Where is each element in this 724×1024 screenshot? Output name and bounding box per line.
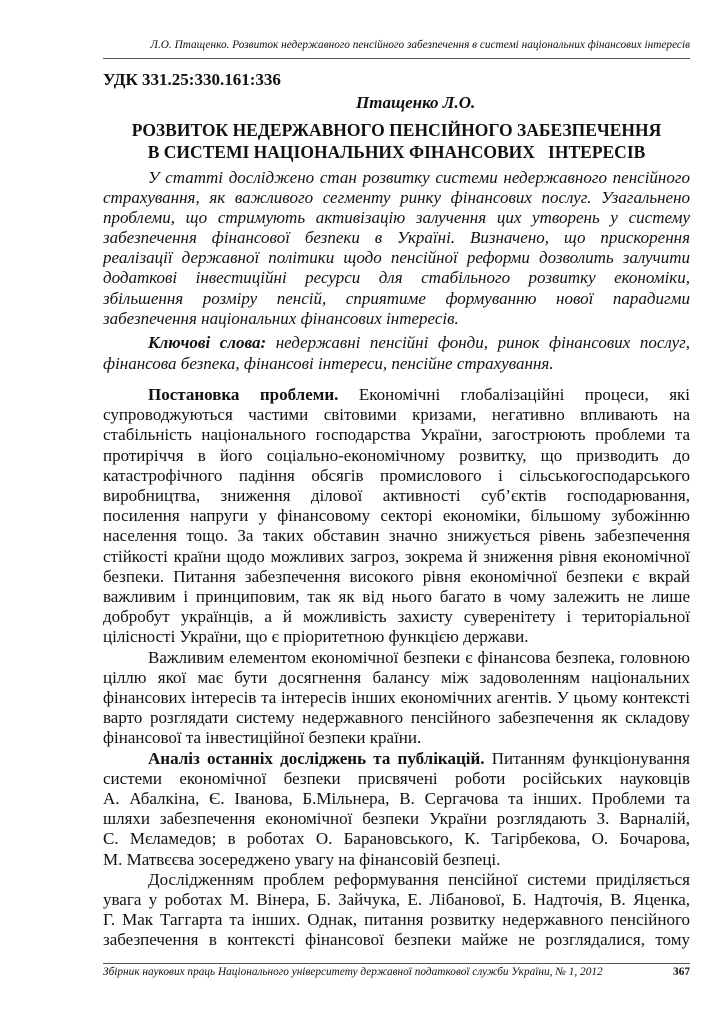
abstract-line: У статті досліджено стан розвитку системи недержавного пенсійного [148, 168, 690, 187]
keywords-label: Ключові слова: [148, 333, 267, 352]
body-line: стабільність національного господарства України, загострюють проблеми та [103, 425, 690, 445]
running-header: Л.О. Птащенко. Розвиток недержавного пенсійного забезпечення в системі національних фінансових інтересів [150, 39, 690, 51]
abstract-line: страхування, як важливого сегменту ринку фінансових послуг. Узагальнено [103, 188, 690, 208]
body-line: безпеки. Питання забезпечення високого рівня економічної безпеки є вкрай [103, 566, 690, 586]
header-rule [103, 58, 690, 59]
body-line: Аналіз останніх досліджень та публікацій. Питанням функціонування [148, 748, 690, 768]
body-line: М. Матвєєва зосереджено увагу на фінансовій безпеці. [103, 849, 501, 869]
body-line: Дослідженням проблем реформування пенсійної системи приділяється [148, 869, 690, 889]
abstract-line: реалізації державної політики щодо пенсійної реформи дозволить залучити [103, 248, 690, 268]
paragraph [103, 648, 690, 749]
body-line: супроводжуються частими світовими кризами, негативно впливають на [103, 405, 690, 425]
body-line: фінансової та інвестиційної безпеки країни. [103, 728, 422, 748]
body-line: Важливим елементом економічної безпеки є фінансова безпека, головною [148, 647, 690, 667]
footer [103, 966, 690, 978]
body-line: Г. Мак Таггарта та інших. Однак, питання розвитку недержавного пенсійного [103, 910, 690, 930]
body-line: населення тощо. За таких обставин значно знижується рівень забезпечення [103, 526, 690, 546]
article-body [103, 385, 690, 951]
keywords-line: фінансова безпека, фінансові інтереси, пенсійне страхування. [103, 354, 554, 373]
body-line: важливим і принциповим, так як від нього багато в чому залежить не лише [103, 587, 690, 607]
title-line: В СИСТЕМІ НАЦІОНАЛЬНИХ ФІНАНСОВИХ ІНТЕРЕСІВ [147, 142, 646, 162]
udk-code: УДК 331.25:330.161:336 [103, 70, 281, 89]
page-number: 367 [673, 966, 690, 978]
body-line: фінансових інтересів та інтересів інших економічних агентів. У цьому контексті [103, 688, 690, 708]
paragraph [103, 749, 690, 870]
section-heading: Постановка проблеми. [148, 385, 339, 404]
body-line: посилення напруги у фінансовому секторі економіки, більшому зубожінню [103, 506, 690, 526]
abstract-line: забезпечення фінансової безпеки в Україні. Визначено, що прискорення [103, 228, 690, 248]
keywords [103, 332, 690, 374]
journal-name: Збірник наукових праць Національного університету державної податкової служби України, № 1, 2012 [103, 966, 603, 978]
body-line: увага у роботах М. Вінера, Б. Зайчука, Е. Лібанової, Б. Надточія, В. Яценка, [103, 890, 690, 910]
paragraph [103, 870, 690, 951]
abstract-line: забезпечення національних фінансових інтересів. [103, 308, 459, 328]
body-line: ціллю якої має бути досягнення балансу між задоволенням національних [103, 667, 690, 687]
body-line: А. Абалкіна, Є. Іванова, Б.Мільнера, В. Сергачова та інших. Проблеми та [103, 789, 690, 809]
abstract [103, 168, 690, 329]
author: Птащенко Л.О. [356, 93, 476, 112]
body-line: стійкості країни щодо можливих загроз, зокрема й зниження рівня економічної [103, 546, 690, 566]
body-line: варто розглядати систему недержавного пенсійного забезпечення як складову [103, 708, 690, 728]
body-line: добробут українців, а й можливість захисту суверенітету і територіальної [103, 607, 690, 627]
abstract-line: збільшення розміру пенсій, сприятиме формуванню нової парадигми [103, 288, 690, 308]
body-line: катастрофічного падіння обсягів промислового і сільськогосподарського [103, 465, 690, 485]
body-line: цілісності України, що є пріоритетною функцією держави. [103, 627, 529, 647]
body-line: забезпечення в контексті фінансової безпеки майже не розглядалися, тому [103, 930, 690, 950]
section-heading: Аналіз останніх досліджень та публікацій. [148, 748, 485, 768]
title-line: РОЗВИТОК НЕДЕРЖАВНОГО ПЕНСІЙНОГО ЗАБЕЗПЕЧЕННЯ [131, 120, 662, 140]
abstract-line: проблеми, що стримують активізацію залучення цих утворень у систему [103, 208, 690, 228]
abstract-line: додаткові інвестиційні ресурси для стабільного розвитку економіки, [103, 268, 690, 288]
body-line: С. Мєламедов; в роботах О. Барановського, К. Тагірбекова, О. Бочарова, [103, 829, 690, 849]
body-line: системи економічної безпеки присвячені роботи російських науковців [103, 768, 690, 788]
article-title [103, 119, 690, 163]
body-line: шляхи забезпечення економічної безпеки України розглядають З. Варналій, [103, 809, 690, 829]
paragraph [103, 385, 690, 648]
keywords-line: Ключові слова: недержавні пенсійні фонди, ринок фінансових послуг, [148, 333, 690, 352]
body-line: виробництва, зниження ділової активності суб’єктів господарювання, [103, 486, 690, 506]
body-line: протиріччя в його соціально-економічному розвитку, що призводить до [103, 445, 690, 465]
body-line: Постановка проблеми. Економічні глобалізаційні процеси, які [148, 385, 690, 404]
footer-rule [103, 963, 690, 964]
